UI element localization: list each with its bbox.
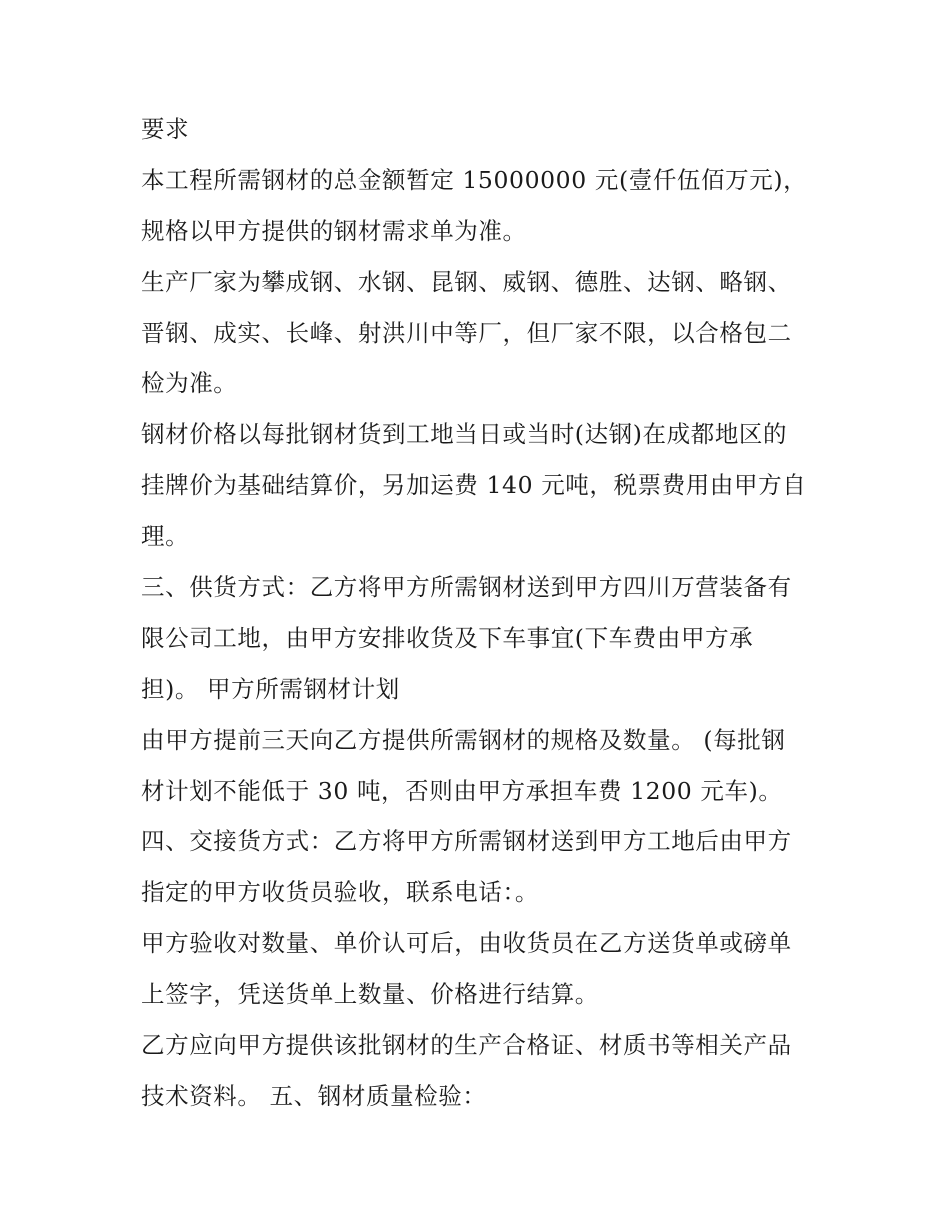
text-line: 要求 — [141, 115, 190, 143]
text-line: 生产厂家为攀成钢、水钢、昆钢、威钢、德胜、达钢、略钢、 — [141, 267, 792, 296]
text-line: 甲方验收对数量、单价认可后，由收货员在乙方送货单或磅单 — [141, 929, 792, 958]
text-line: 限公司工地，由甲方安排收货及下车事宜(下车费由甲方承 — [141, 623, 754, 652]
text-line: 挂牌价为基础结算价，另加运费 140 元吨，税票费用由甲方自 — [141, 471, 807, 500]
text-line: 由甲方提前三天向乙方提供所需钢材的规格及数量。 (每批钢 — [141, 725, 786, 754]
text-line: 材计划不能低于 30 吨，否则由甲方承担车费 1200 元车)。 — [141, 776, 783, 805]
text-line: 上签字，凭送货单上数量、价格进行结算。 — [141, 980, 599, 1009]
text-line: 担)。 甲方所需钢材计划 — [141, 674, 400, 703]
text-line: 钢材价格以每批钢材货到工地当日或当时(达钢)在成都地区的 — [141, 420, 788, 449]
text-line: 检为准。 — [141, 369, 238, 398]
text-line: 晋钢、成实、长峰、射洪川中等厂，但厂家不限，以合格包二 — [141, 318, 792, 347]
text-line: 四、交接货方式：乙方将甲方所需钢材送到甲方工地后由甲方 — [141, 827, 792, 856]
text-line: 指定的甲方收货员验收，联系电话：。 — [141, 878, 539, 907]
text-line: 理。 — [141, 522, 190, 551]
text-line: 乙方应向甲方提供该批钢材的生产合格证、材质书等相关产品 — [141, 1031, 792, 1060]
text-line: 三、供货方式：乙方将甲方所需钢材送到甲方四川万营装备有 — [141, 573, 792, 602]
text-line: 规格以甲方提供的钢材需求单为准。 — [141, 216, 527, 245]
text-line: 技术资料。 五、钢材质量检验： — [141, 1081, 487, 1110]
contract-text — [141, 112, 821, 1130]
text-line: 本工程所需钢材的总金额暂定 15000000 元(壹仟伍佰万元)， — [141, 165, 808, 194]
